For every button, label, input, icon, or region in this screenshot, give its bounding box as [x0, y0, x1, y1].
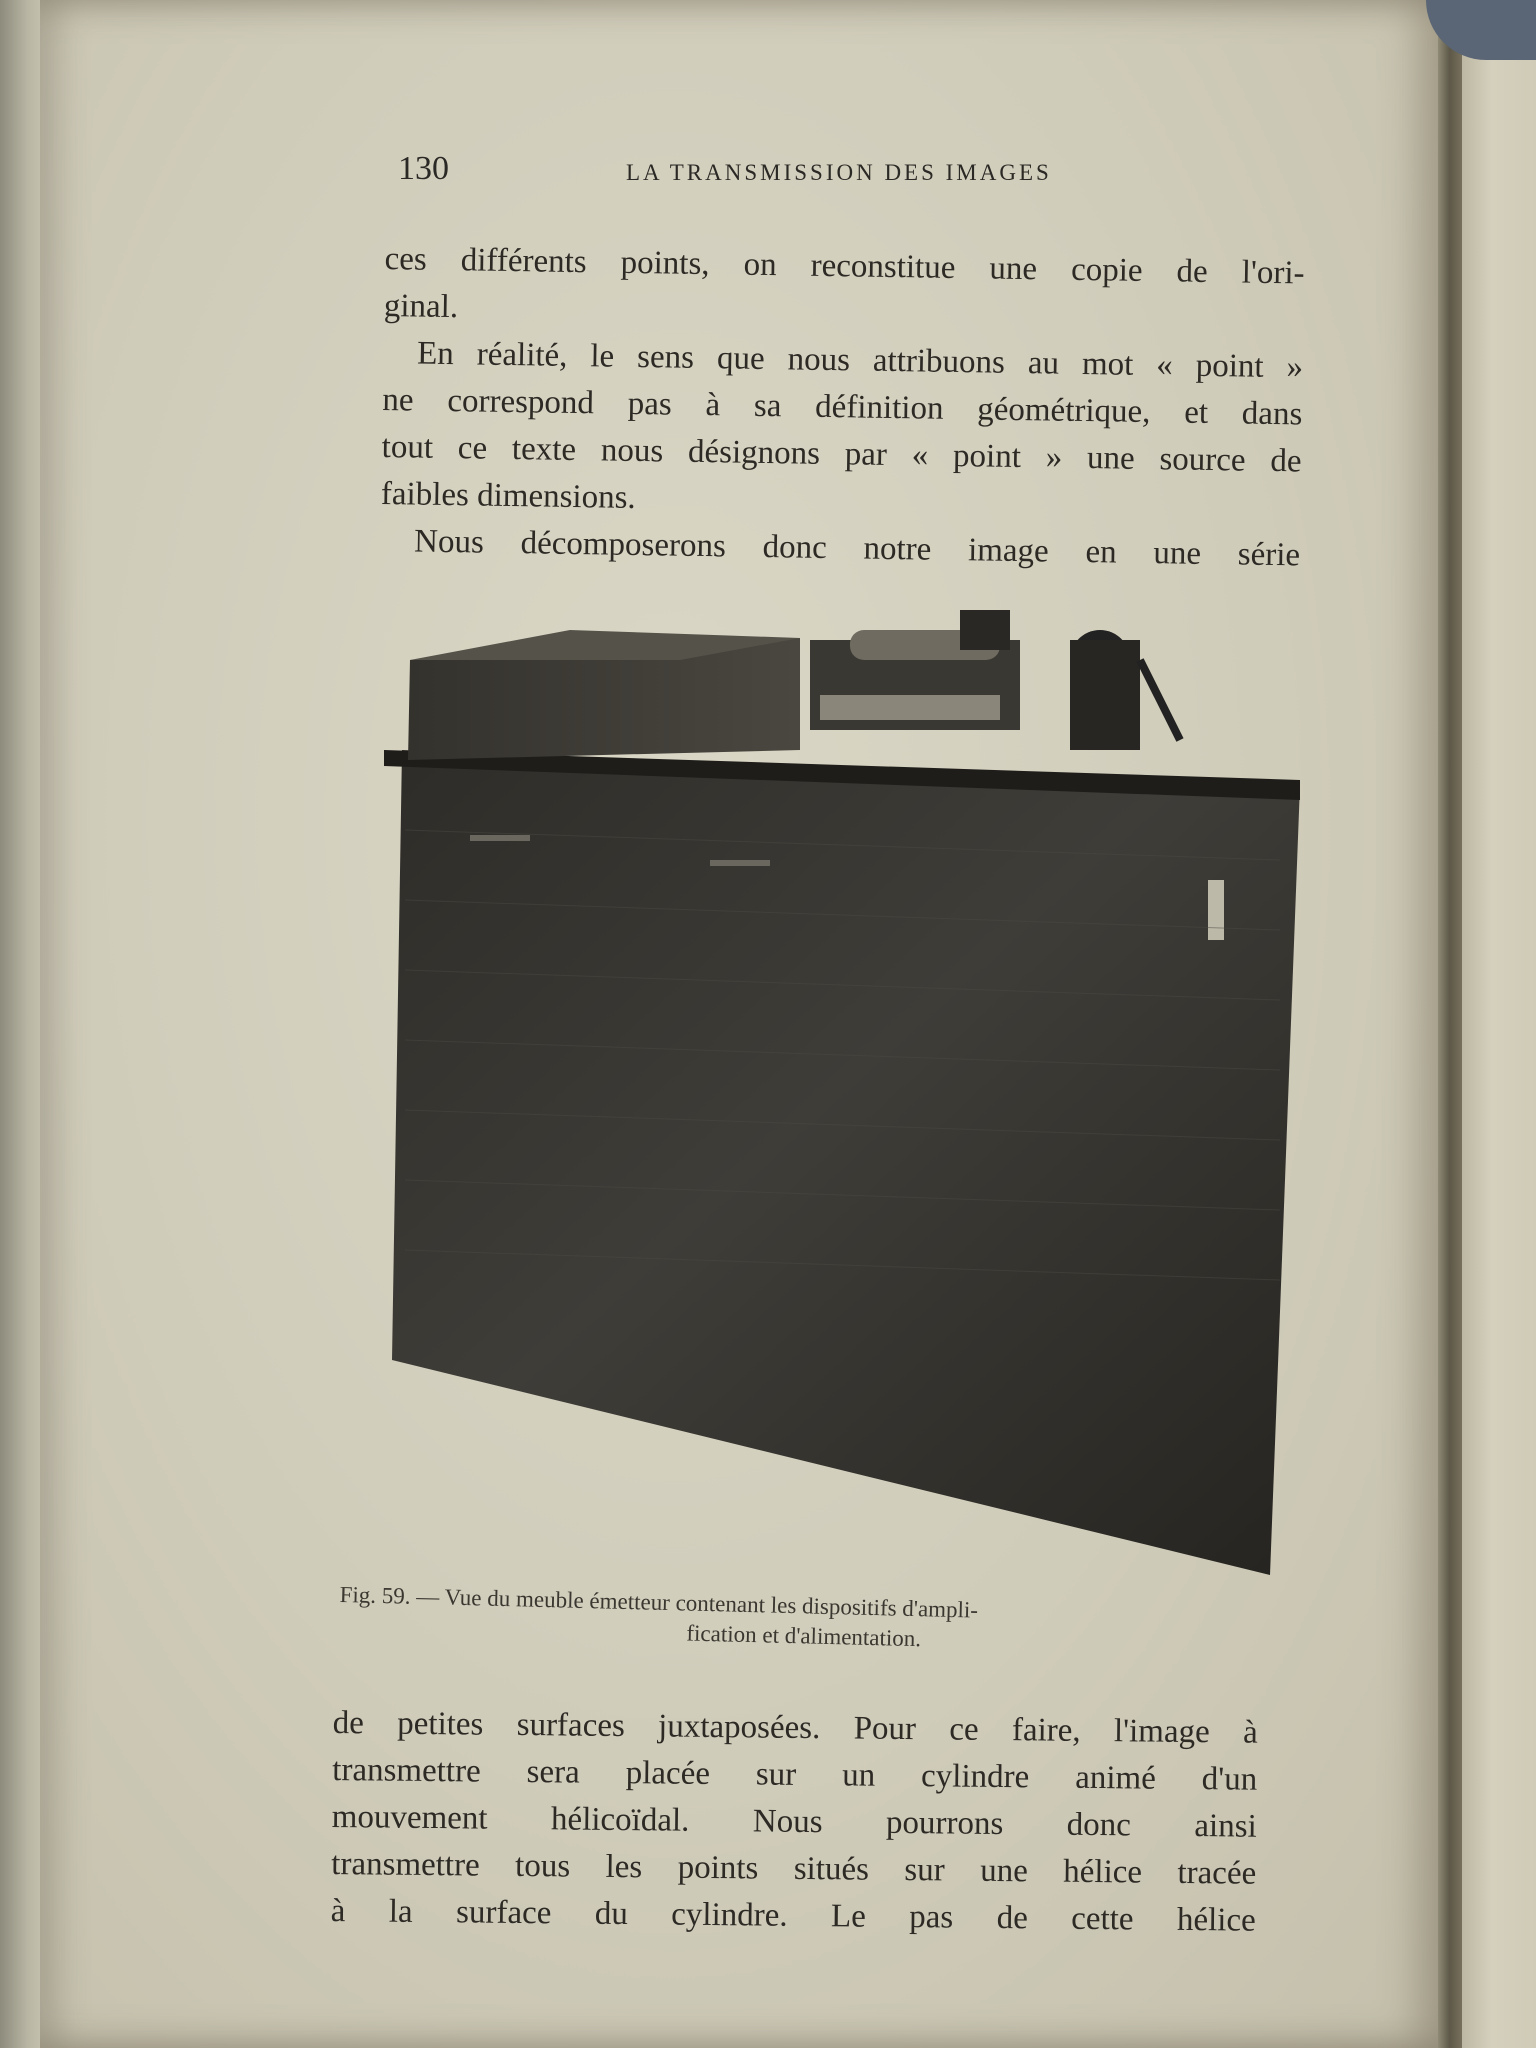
cabinet-photo: [380, 600, 1310, 1590]
body-text-top: [380, 236, 1305, 579]
figure-photo-cabinet: [380, 600, 1310, 1590]
body-text-bottom: [331, 1700, 1258, 1945]
text-line: transmettre tous les points situés sur une hélice tracée: [331, 1845, 1257, 1892]
text-line: à la surface du cylindre. Le pas de cette hélice: [330, 1892, 1256, 1939]
caption-line: Fig. 59. — Vue du meuble émetteur contenant les dispositifs d'ampli-: [339, 1581, 979, 1623]
text-line: de petites surfaces juxtaposées. Pour ce faire, l'image à: [332, 1704, 1258, 1751]
book-gutter: [1438, 0, 1464, 2048]
text-line: faibles dimensions.: [380, 475, 637, 516]
caption-line: fication et d'alimentation.: [686, 1620, 922, 1652]
text-line: tout ce texte nous désignons par « point » une source de: [381, 428, 1302, 480]
text-line: En réalité, le sens que nous attribuons au mot « point »: [416, 335, 1304, 386]
running-head: LA TRANSMISSION DES IMAGES: [626, 160, 1052, 185]
text-line: ginal.: [383, 287, 459, 326]
text-line: transmettre sera placée sur un cylindre animé d'un: [332, 1751, 1258, 1798]
page-header: [398, 150, 1098, 200]
text-line: ne correspond pas à sa définition géométrique, et dans: [382, 381, 1303, 433]
text-line: mouvement hélicoïdal. Nous pourrons donc ainsi: [331, 1798, 1257, 1845]
text-line: ces différents points, on reconstitue une copie de l'ori-: [384, 240, 1305, 292]
page-number: 130: [398, 150, 449, 187]
text-line: Nous décomposerons donc notre image en une série: [413, 523, 1301, 574]
facing-page: [1462, 0, 1536, 2048]
